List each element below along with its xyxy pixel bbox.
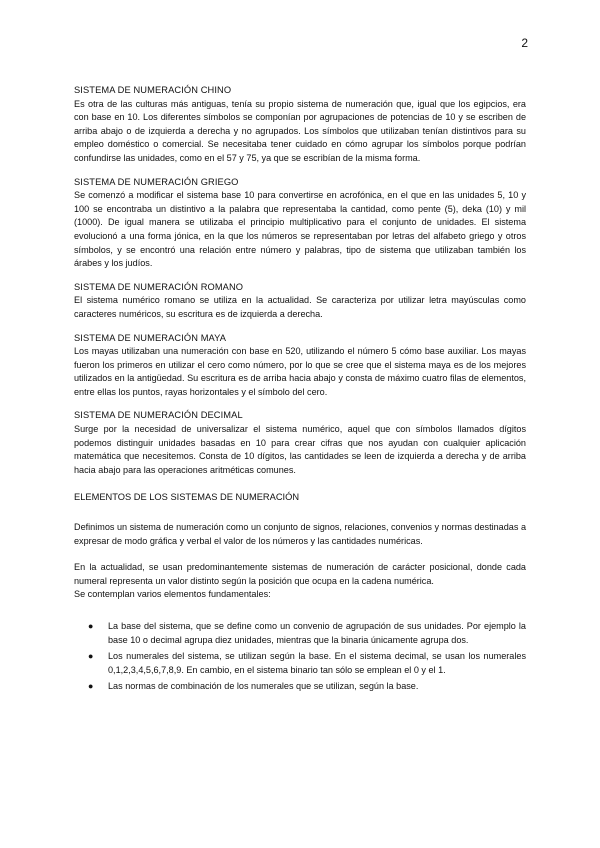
section-body: Surge por la necesidad de universalizar el sistema numérico, aquel que con símbolos llamados dígitos podemos distinguir unidades basadas en 10 para crear cifras que nos ayudan con cualquier aplicación matemática que necesitemos. Consta de 10 dígitos, las cantidades se leen de izquierda a derecha y de arriba hacia abajo para las operaciones aritméticas comunes. <box>74 424 526 475</box>
section-body: Se comenzó a modificar el sistema base 10 para convertirse en acrofónica, en el que en las unidades 5, 10 y 100 se encontraba un distintivo a la palabra que representaba la cantidad, como pente (5), deka (10) y mil (1000). De igual manera se utilizaba el principio multiplicativo para el conjunto de unidades. El sistema evolucionó a una forma jónica, en la que los números se representaban por letras del alfabeto griego y otros símbolos, y se encontró una relación entre número y palabras, tipo de sistema que utilizaban también los árabes y los judíos. <box>74 190 526 269</box>
section-heading: SISTEMA DE NUMERACIÓN CHINO <box>74 85 232 95</box>
section-heading: SISTEMA DE NUMERACIÓN MAYA <box>74 332 227 343</box>
section-body: Los mayas utilizaban una numeración con base en 520, utilizando el número 5 cómo base auxiliar. Los mayas fueron los primeros en utilizar el cero como número, por lo que se cree que el sistema maya es de los mejores utilizados en la antigüedad. Su escritura es de arriba hacia abajo y consta de máximo cuatro filas de elementos, entre ellas los puntos, rayas horizontales y el símbolo del cero. <box>74 346 526 397</box>
section-heading: SISTEMA DE NUMERACIÓN ROMANO <box>74 281 244 292</box>
section-heading: SISTEMA DE NUMERACIÓN GRIEGO <box>74 176 239 187</box>
elements-intro: Se contemplan varios elementos fundamentales: <box>74 589 271 600</box>
section-maya <box>74 332 526 400</box>
elements-heading: ELEMENTOS DE LOS SISTEMAS DE NUMERACIÓN <box>74 492 300 503</box>
section-body: El sistema numérico romano se utiliza en la actualidad. Se caracteriza por utilizar letra mayúsculas como caracteres numéricos, su escritura es de izquierda a derecha. <box>74 295 526 319</box>
list-item <box>88 680 526 694</box>
section-body: Es otra de las culturas más antiguas, tenía su propio sistema de numeración que, igual que los egipcios, era con base en 10. Los diferentes símbolos se componían por agrupaciones de potencias de 10 y se escriben de arriba abajo o de izquierda a derecha y no agrupados. Los símbolos que utilizaban tenían distintivos para su empleo doméstico o comercial. Se necesitaba tener cuidado en cómo agrupar los símbolos porque podrían confundirse las unidades, como en el 57 y 75, ya que se escribían de la misma forma. <box>74 98 526 163</box>
list-item-text: La base del sistema, que se define como un convenio de agrupación de sus unidades. Por ejemplo la base 10 o decimal agrupa diez unidades, mientras que la binaria únicamente agrupa dos. <box>108 621 526 645</box>
bullet-icon: ● <box>88 651 94 662</box>
elements-positional: En la actualidad, se usan predominantemente sistemas de numeración de carácter posicional, donde cada numeral representa un valor distinto según la posición que ocupa en la cadena numérica. <box>74 562 526 586</box>
section-heading: SISTEMA DE NUMERACIÓN DECIMAL <box>74 410 243 421</box>
document-body <box>74 84 526 697</box>
list-item-text: Los numerales del sistema, se utilizan según la base. En el sistema decimal, se usan los numerales 0,1,2,3,4,5,6,7,8,9. En cambio, en el sistema binario tan sólo se emplean el 0 y el 1. <box>108 651 526 675</box>
bullet-icon: ● <box>88 621 94 631</box>
list-item-text: Las normas de combinación de los numerales que se utilizan, según la base. <box>108 681 419 692</box>
list-item <box>88 650 526 677</box>
section-chino <box>74 84 526 166</box>
section-romano <box>74 281 526 322</box>
section-elementos <box>74 491 526 694</box>
elements-definition: Definimos un sistema de numeración como un conjunto de signos, relaciones, convenios y normas destinadas a expresar de modo gráfica y verbal el valor de los números y las cantidades numéricas. <box>74 522 526 546</box>
page-number: 2 <box>521 36 528 50</box>
list-item <box>88 620 526 647</box>
section-griego <box>74 176 526 271</box>
bullet-icon: ● <box>88 681 94 692</box>
elements-list <box>74 620 526 694</box>
section-decimal <box>74 409 526 477</box>
